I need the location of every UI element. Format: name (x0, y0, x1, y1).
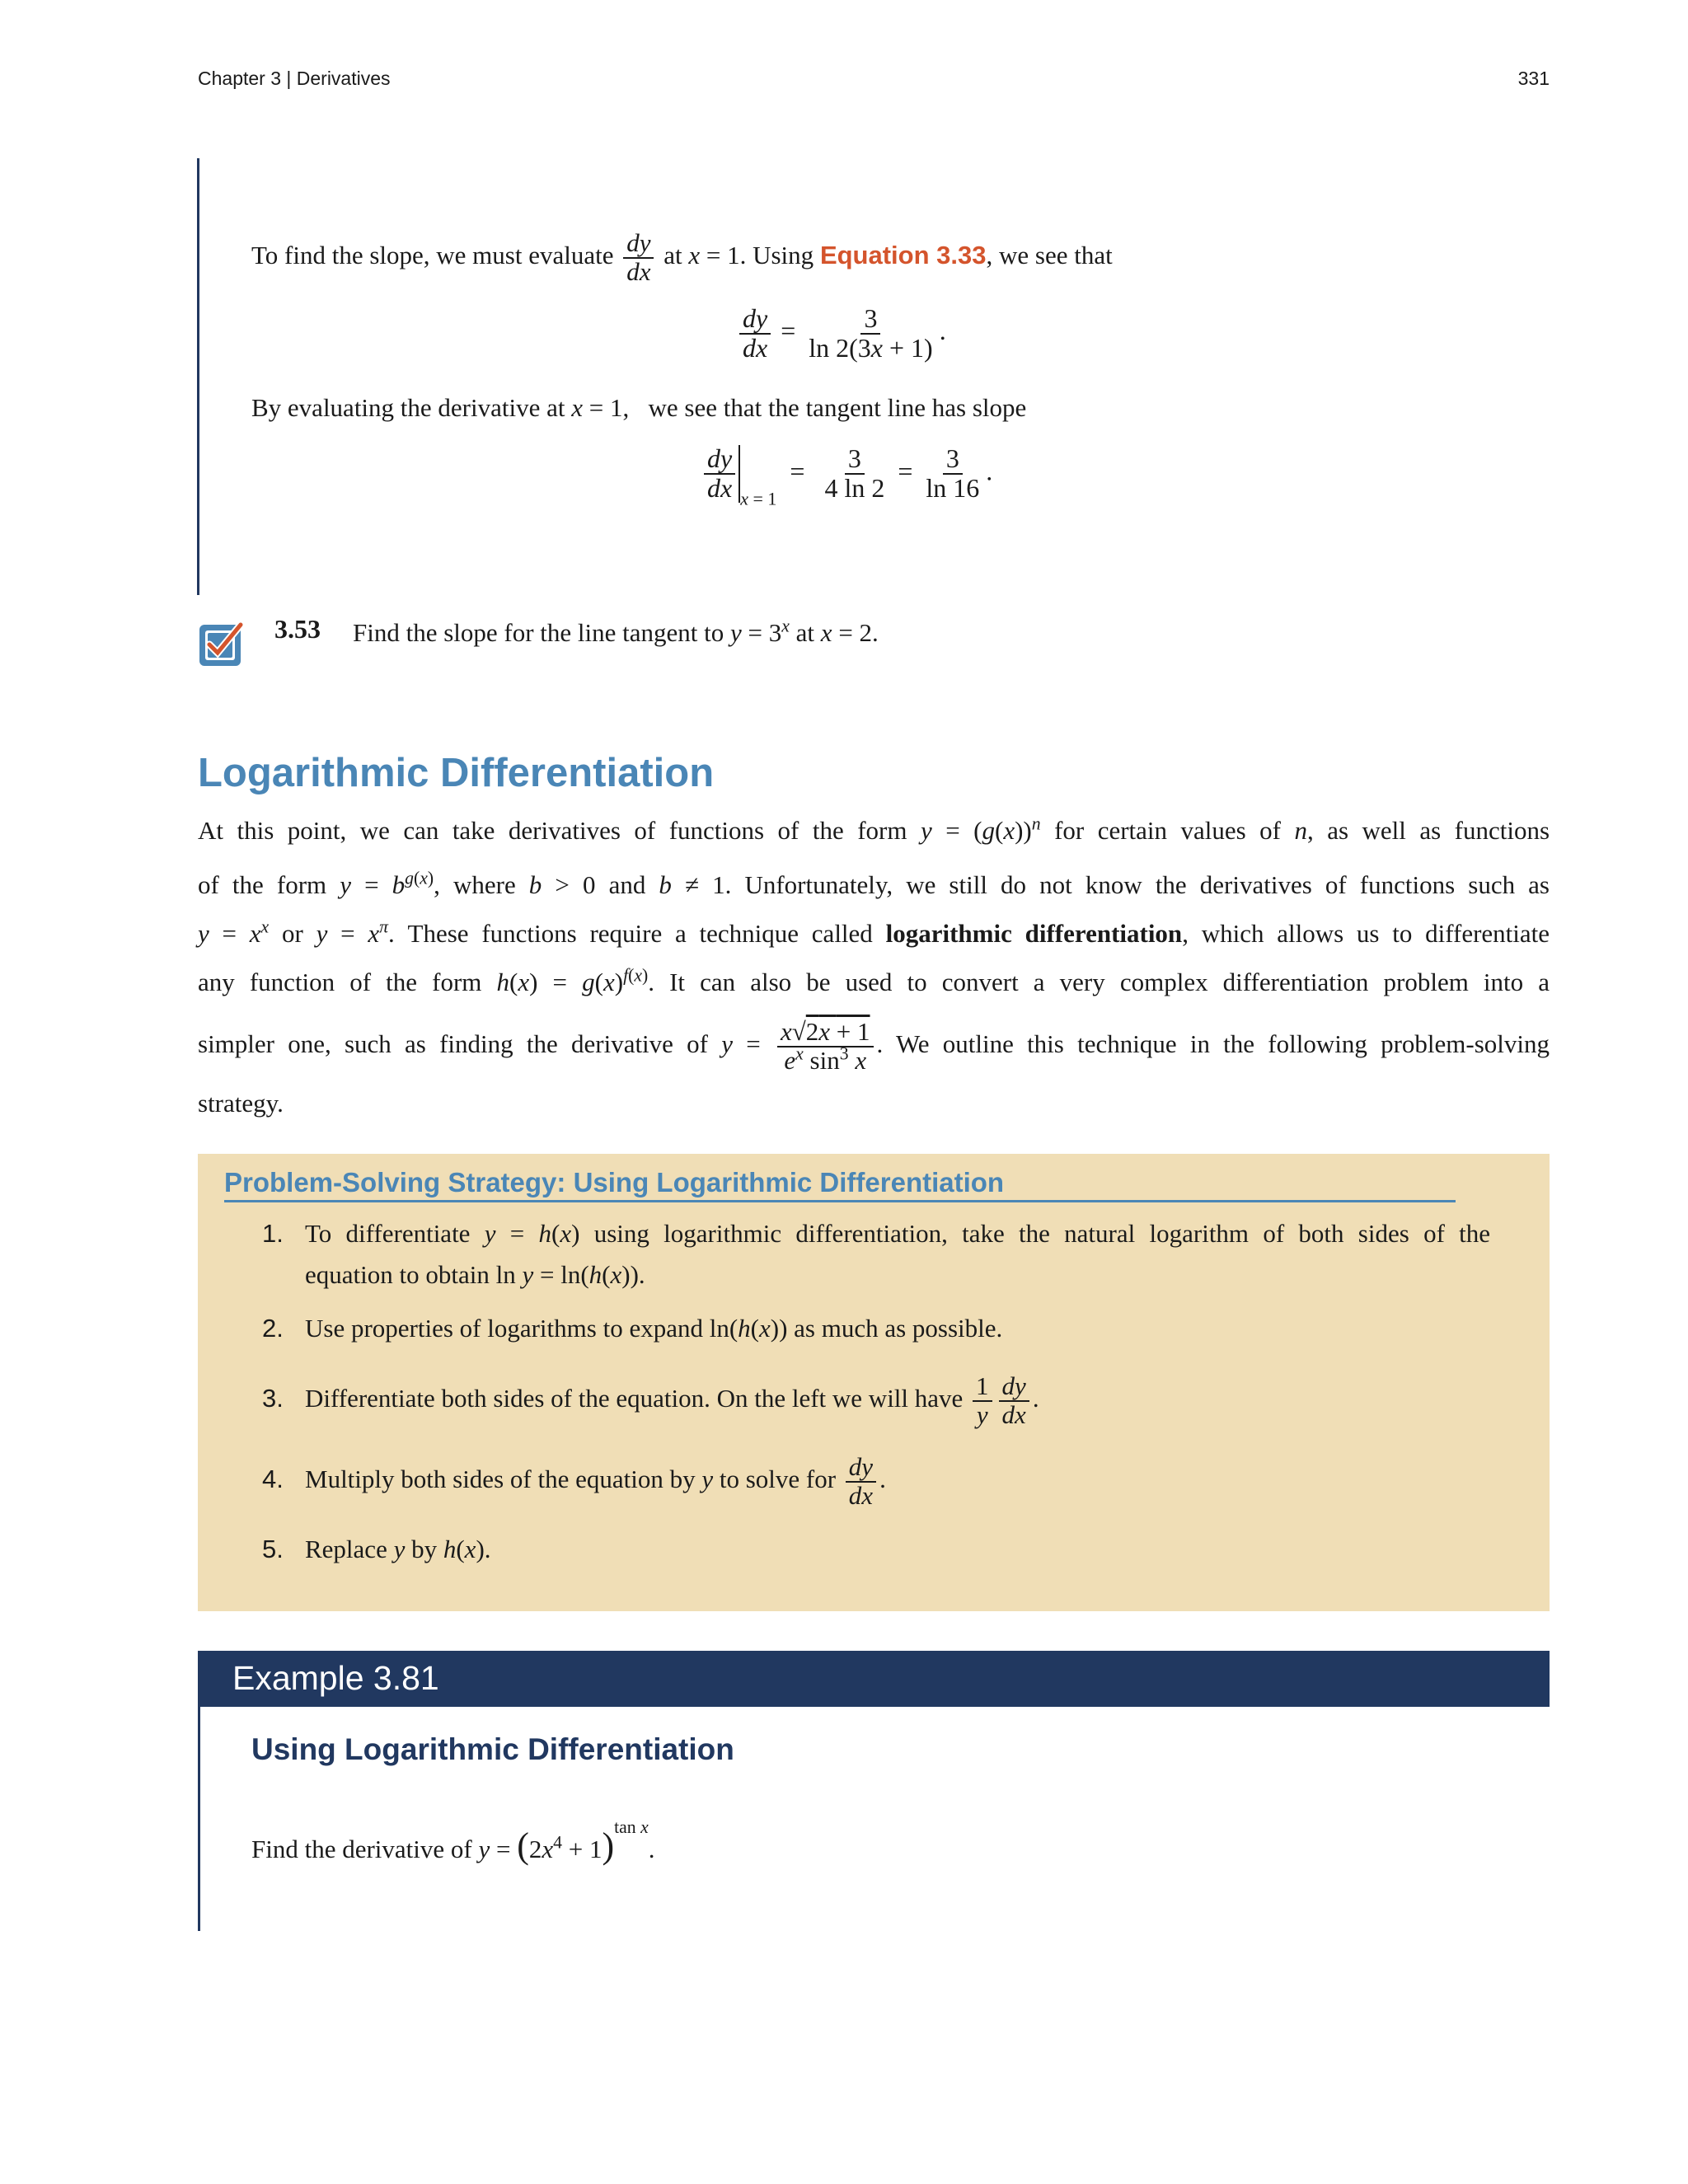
para-line-1: At this point, we can take derivatives of functions of the form $y = (g(x))^n$ for certain values of n, as well as functions (198, 813, 1550, 845)
example-subtitle: Using Logarithmic Differentiation (251, 1732, 734, 1766)
chapter-header: Chapter 3 | Derivatives (198, 68, 391, 89)
strategy-box (198, 1154, 1550, 1611)
example-problem-text: Find the derivative of $y = (2x^4 + 1)^{tan x}$. (251, 1817, 655, 1866)
example-left-rule (197, 158, 199, 595)
para-line-3: $y = x^x$ or $y = x^\pi$. These functions require a technique called logarithmic differentiation, which allows us to differentiate (198, 916, 1550, 948)
page-number: 331 (1517, 68, 1550, 89)
slope-intro-line: To find the slope, we must evaluate $\frac{dy}{dx}$ at x = 1. Using Equation 3.33, we see that (251, 228, 1113, 286)
strategy-step-4: 4. Multiply both sides of the equation by y to solve for $\frac{dy}{dx}$ . (262, 1452, 886, 1510)
checkpoint-text: Find the slope for the line tangent to $y = 3^x$ at x = 2. (353, 616, 879, 647)
evaluating-text: By evaluating the derivative at x = 1, we see that the tangent line has slope (251, 393, 1027, 422)
example-381-left-rule (198, 1707, 200, 1931)
derivative-equation: $\frac{dy}{dx}$ = $\frac{3}{\ln 2(3x + 1)}$ . (736, 305, 946, 362)
para-line-5: simpler one, such as finding the derivative of y = $\frac{x√2x + 1}{e^x \sin^3 x}$ . We outline this technique in the following problem-solving (198, 1017, 1550, 1075)
example-header-bar (198, 1651, 1550, 1707)
strategy-step-1: 1. To differentiate y = h(x) using logarithmic differentiation, take the natural logarithm of both sides of the equation to obtain ln y = ln(h(x)). (262, 1219, 1491, 1289)
slope-value-equation: $\frac{dy}{dx}$ $_{x = 1}$ = $\frac{3}{4 \ln 2}$ = $\frac{3}{\ln 16}$ . (701, 445, 992, 509)
para-line-2: of the form $y = b^{g(x)}$, where b > 0 and b ≠ 1. Unfortunately, we still do not know the derivatives of functions such as (198, 868, 1550, 899)
section-paragraph (198, 804, 1550, 1128)
strategy-step-5: 5. Replace y by h(x). (262, 1535, 491, 1563)
equation-3-33-link[interactable]: Equation 3.33 (819, 241, 987, 269)
strategy-title: Problem-Solving Strategy: Using Logarithmic Differentiation (224, 1167, 1456, 1202)
checkpoint-icon (198, 620, 246, 668)
checkpoint-number: 3.53 (274, 614, 321, 644)
strategy-step-2: 2. Use properties of logarithms to expand ln(h(x)) as much as possible. (262, 1314, 1003, 1343)
section-title: Logarithmic Differentiation (198, 751, 715, 795)
strategy-step-3: 3. Differentiate both sides of the equation. On the left we will have $\frac{1}{y}$ $\frac{dy}{dx}$ . (262, 1371, 1039, 1429)
para-line-6: strategy. (198, 1089, 284, 1118)
example-label: Example 3.81 (232, 1659, 439, 1697)
para-line-4: any function of the form $h(x) = g(x)^{f(x)}$. It can also be used to convert a very complex differentiation problem into a (198, 965, 1550, 996)
